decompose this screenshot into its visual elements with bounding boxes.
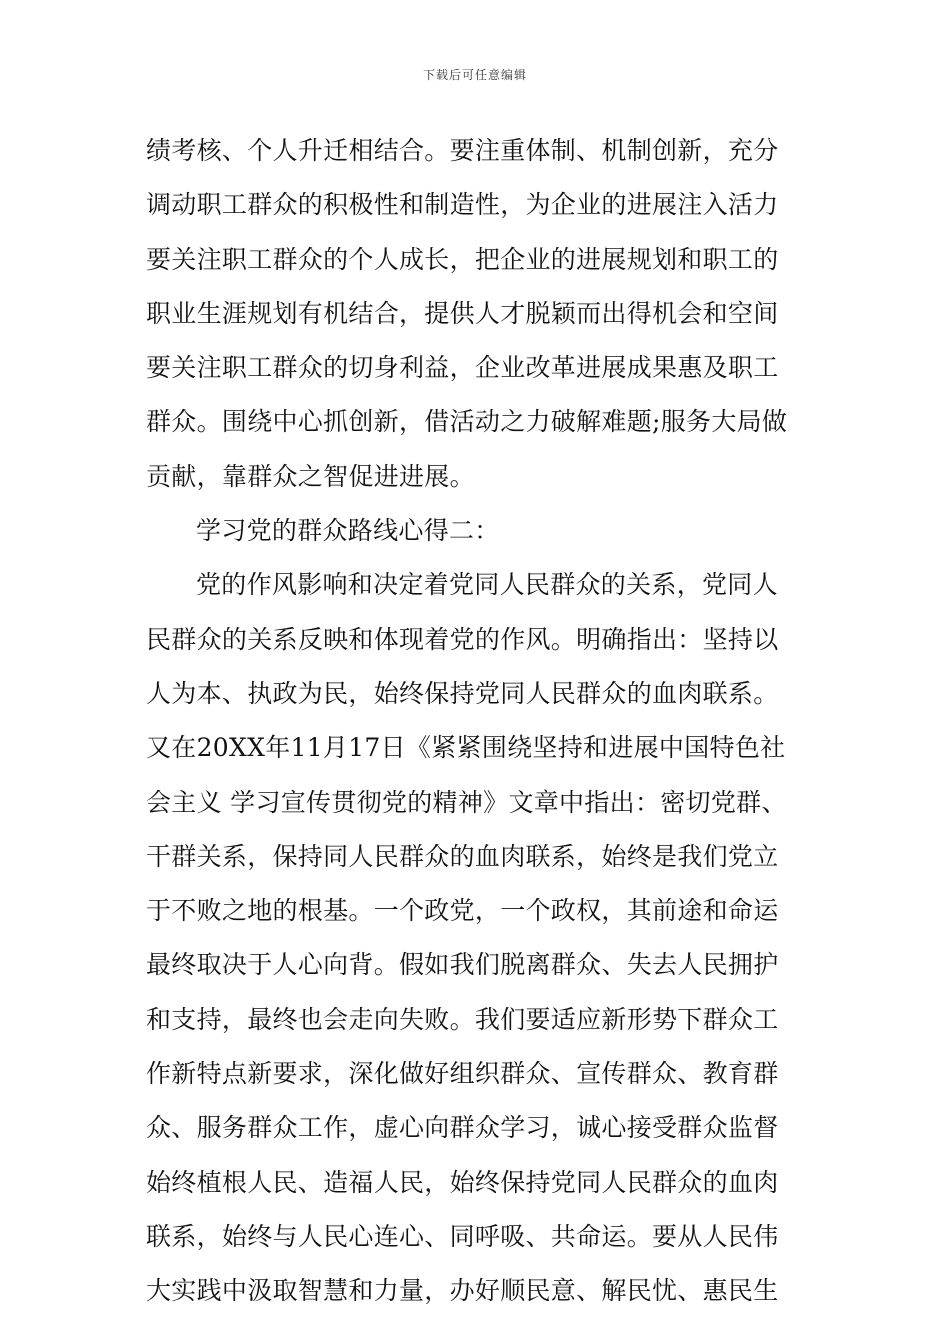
header-note: 下载后可任意编辑 <box>422 68 527 82</box>
text-line: 要关注职工群众的切身利益，企业改革进展成果惠及职工 <box>146 353 779 383</box>
text-line: 干群关系，保持同人民群众的血肉联系，始终是我们党立 <box>146 841 779 871</box>
text-line: 于不败之地的根基。一个政党，一个政权，其前途和命运 <box>146 896 779 926</box>
text-line: 人为本、执政为民，始终保持党同人民群众的血肉联系。 <box>146 678 779 708</box>
text-line: 调动职工群众的积极性和制造性，为企业的进展注入活力 <box>146 190 779 220</box>
text-line: 众、服务群众工作，虚心向群众学习，诚心接受群众监督 <box>146 1113 779 1143</box>
text-line: 大实践中汲取智慧和力量，办好顺民意、解民忧、惠民生 <box>146 1276 779 1306</box>
body-text <box>146 124 808 1319</box>
text-line: 联系，始终与人民心连心、同呼吸、共命运。要从人民伟 <box>146 1221 779 1251</box>
text-line: 又在20XX年11月17日《紧紧围绕坚持和进展中国特色社 <box>146 733 786 763</box>
text-line: 贡献，靠群众之智促进进展。 <box>146 461 475 491</box>
paragraph-first-line: 党的作风影响和决定着党同人民群众的关系，党同人 <box>196 570 778 600</box>
text-line: 会主义 学习宣传贯彻党的精神》文章中指出：密切党群、 <box>146 787 787 817</box>
text-line: 始终植根人民、造福人民，始终保持党同人民群众的血肉 <box>146 1167 779 1197</box>
text-line: 作新特点新要求，深化做好组织群众、宣传群众、教育群 <box>146 1059 779 1089</box>
text-line: 要关注职工群众的个人成长，把企业的进展规划和职工的 <box>146 244 779 274</box>
text-line: 最终取决于人心向背。假如我们脱离群众、失去人民拥护 <box>146 950 779 980</box>
text-line: 群众。围绕中心抓创新，借活动之力破解难题;服务大局做 <box>146 407 788 437</box>
text-line: 和支持，最终也会走向失败。我们要适应新形势下群众工 <box>146 1004 779 1034</box>
text-line: 民群众的关系反映和体现着党的作风。明确指出：坚持以 <box>146 624 779 654</box>
text-line: 绩考核、个人升迁相结合。要注重体制、机制创新，充分 <box>146 136 779 165</box>
text-line: 职业生涯规划有机结合，提供人才脱颖而出得机会和空间 <box>146 298 779 328</box>
section-heading: 学习党的群众路线心得二： <box>196 516 500 546</box>
